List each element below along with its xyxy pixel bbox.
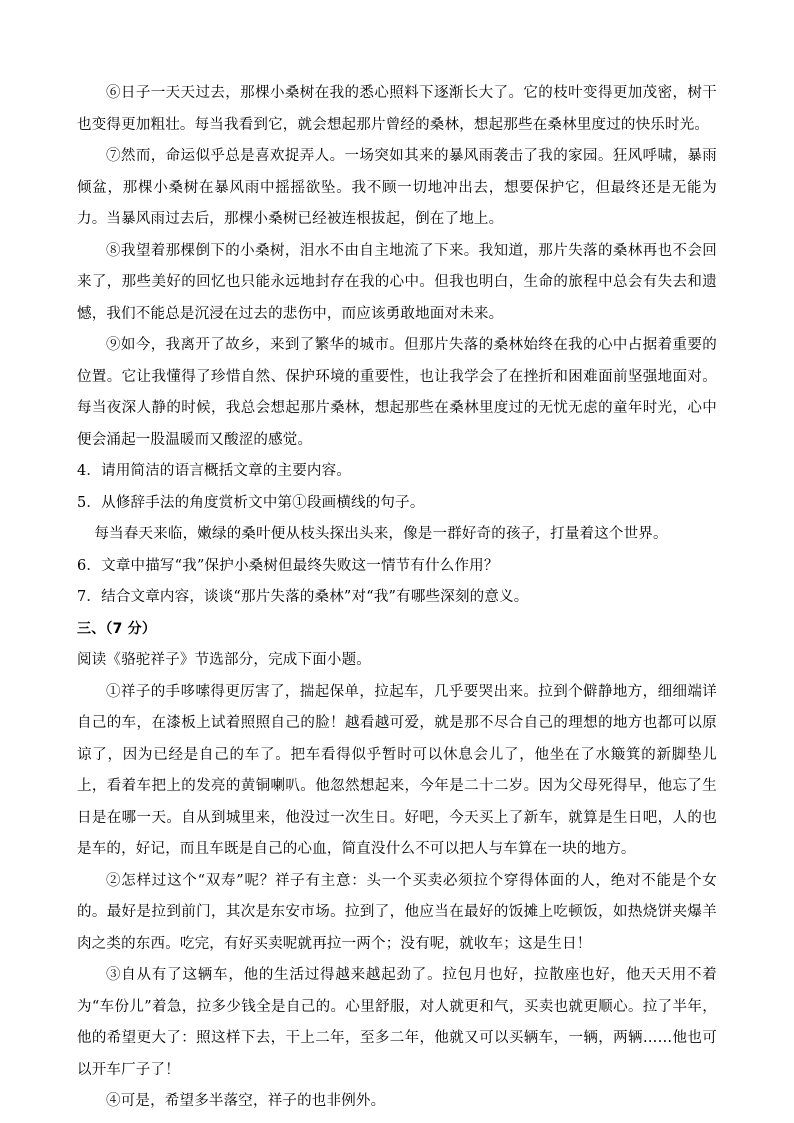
camel-xiangzi-paragraph-1: ①祥子的手哆嗦得更厉害了，揣起保单，拉起车，几乎要哭出来。拉到个僻静地方，细细端详自己的车，在漆板上试着照照自己的脸！越看越可爱，就是那不尽合自己的理想的地方也都可以原谅了，因为已经是自己的车了。把车看得似乎暂时可以休息会儿了，他坐在了水簸箕的新脚垫儿上，看着车把上的发亮的黄铜喇叭。他忽然想起来，今年是二十二岁。因为父母死得早，他忘了生日是在哪一天。自从到城里来，他没过一次生日。好吧，今天买上了新车，就算是生日吧，人的也是车的，好记，而且车既是自己的心血，简直没什么不可以把人与车算在一块的地方。 xyxy=(77,683,717,857)
question-7: 7．结合文章内容，谈谈“那片失落的桑林”对“我”有哪些深刻的意义。 xyxy=(77,589,529,605)
camel-xiangzi-paragraph-3: ③自从有了这辆车，他的生活过得越来越起劲了。拉包月也好，拉散座也好，他天天用不着为“车份儿”着急，拉多少钱全是自己的。心里舒服，对人就更和气，买卖也就更顺心。拉了半年，他的希望更大了：照这样下去，干上二年，至多二年，他就又可以买辆车，一辆，两辆……他也可以开车厂子了！ xyxy=(77,967,717,1078)
question-5: 5．从修辞手法的角度赏析文中第①段画横线的句子。 xyxy=(77,494,425,511)
question-5-quoted-sentence: 每当春天来临，嫩绿的桑叶便从枝头探出头来，像是一群好奇的孩子，打量着这个世界。 xyxy=(94,526,668,542)
camel-xiangzi-paragraph-2: ②怎样过这个“双寿”呢？祥子有主意：头一个买卖必须拉个穿得体面的人，绝对不能是个女的。最好是拉到前门，其次是东安市场。拉到了，他应当在最好的饭摊上吃顿饭，如热烧饼夹爆羊肉之类的东西。吃完，有好买卖呢就再拉一两个；没有呢，就收车；这是生日！ xyxy=(77,872,717,952)
passage-paragraph-8: ⑧我望着那棵倒下的小桑树，泪水不由自主地流了下来。我知道，那片失落的桑林再也不会回来了，那些美好的回忆也只能永远地封存在我的心中。但我也明白，生命的旅程中总会有失去和遗憾，我们不能总是沉浸在过去的悲伤中，而应该勇敢地面对未来。 xyxy=(77,242,717,322)
passage-paragraph-7: ⑦然而，命运似乎总是喜欢捉弄人。一场突如其来的暴风雨袭击了我的家园。狂风呼啸，暴雨倾盆，那棵小桑树在暴风雨中摇摇欲坠。我不顾一切地冲出去，想要保护它，但最终还是无能为力。当暴风雨过去后，那棵小桑树已经被连根拔起，倒在了地上。 xyxy=(77,148,717,227)
exam-page xyxy=(77,78,717,1118)
section-3-instruction: 阅读《骆驼祥子》节选部分，完成下面小题。 xyxy=(77,652,371,668)
question-4: 4．请用简洁的语言概括文章的主要内容。 xyxy=(77,463,352,479)
passage-paragraph-6: ⑥日子一天天过去，那棵小桑树在我的悉心照料下逐渐长大了。它的枝叶变得更加茂密，树干也变得更加粗壮。每当我看到它，就会想起那片曾经的桑林，想起那些在桑林里度过的快乐时光。 xyxy=(77,85,717,133)
question-6: 6．文章中描写“我”保护小桑树但最终失败这一情节有什么作用？ xyxy=(77,557,499,574)
camel-xiangzi-paragraph-4: ④可是，希望多半落空，祥子的也非例外。 xyxy=(106,1093,386,1109)
passage-paragraph-9: ⑨如今，我离开了故乡，来到了繁华的城市。但那片失落的桑林始终在我的心中占据着重要的位置。它让我懂得了珍惜自然、保护环境的重要性，也让我学会了在挫折和困难面前坚强地面对。每当夜深人静的时候，我总会想起那片桑林，想起那些在桑林里度过的无忧无虑的童年时光，心中便会涌起一股温暖而又酸涩的感觉。 xyxy=(77,337,717,448)
section-3-heading: 三、（7 分） xyxy=(77,620,157,637)
